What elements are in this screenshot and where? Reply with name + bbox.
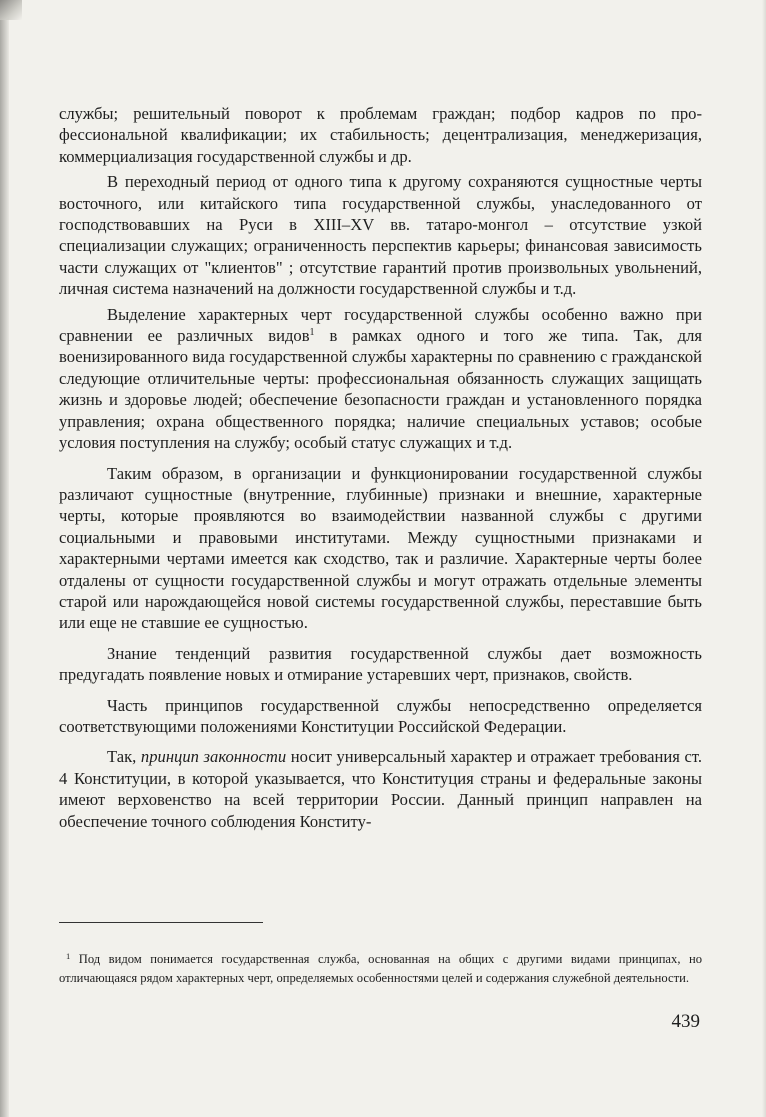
paragraph-transition-period: В переходный период от одного типа к другому сохраняются сущностные черты восточного, или китайского типа государственной службы, унаследованного от господствовавших на Руси в XIII–XV вв. татаро-монгол – отсутствие узкой специализации служащих; ограниченность перспектив карьеры; финансовая зависимость части служащих от "клиентов" ; отсутствие гарантий против произвольных увольнений, личная система назначений на должности государственной службы и т.д. [59, 172, 702, 299]
scan-shadow-left [0, 0, 9, 1117]
paragraph-development-trends: Знание тенденций развития государственной службы дает возможность предугадать появление новых и отмирание устаревших черт, признаков, свойств. [59, 643, 702, 685]
paragraph-continuation: службы; решительный поворот к проблемам граждан; подбор кадров по профессиональной квалификации; их стабильность; децентрализация, менеджеризация, коммерциализация государственной службы и др. [59, 104, 702, 166]
footnote-text: Под видом понимается государственная служба, основанная на общих с другими видами принципах, но отличающаяся рядом характерных черт, определяемых особенностями целей и содержания служебной деятельности. [59, 952, 702, 985]
paragraph-text-part: Выделение характерных черт государственной службы особенно важно при сравнении ее различных видов [59, 304, 702, 346]
footnote [59, 950, 702, 987]
paragraph-text-part: в рамках одного и того же типа. Так, для военизированного вида государственной службы характерны по сравнению с гражданской следующие отличительные черты: профессиональная обязанность служащих защищать жизнь и здоровье людей; обеспечение безопасности граждан и установленного порядка управления; охрана общественного порядка; наличие специальных уставов; особые условия поступления на службу; особый статус служащих и т.д. [59, 326, 703, 453]
paragraph-legality-principle [59, 746, 702, 832]
footnote-separator [59, 922, 263, 923]
paragraph-text-part: Так, [107, 747, 141, 767]
emphasized-term: принцип законности [140, 747, 287, 767]
footnote-number: 1 [66, 951, 71, 961]
footnote-reference[interactable]: 1 [309, 327, 315, 339]
paragraph-characteristic-features [59, 304, 702, 454]
scan-shadow-right [762, 0, 766, 1117]
page-body [59, 103, 702, 832]
scan-corner-shadow [0, 0, 22, 20]
paragraph-essential-signs: Таким образом, в организации и функционировании государственной службы различают сущностные (внутренние, глубинные) признаки и внешние, характерные черты, которые проявляются во взаимодействии названной службы с другими социальными и правовыми институтами. Между сущностными признаками и характерными чертами имеется как сходство, так и различие. Характерные черты более отдалены от сущности государственной службы и могут отражать отдельные элементы старой или нарождающейся новой системы государственной службы, переставшие быть или еще не ставшие ее сущностью. [59, 463, 702, 633]
paragraph-text-part: носит универсальный характер и отражает требования ст. 4 Конституции, в которой указывается, что Конституция страны и федеральные законы имеют верховенство на всей территории России. Данный принцип направлен на обеспечение точного соблюдения Конститу- [59, 747, 702, 831]
page-number: 439 [671, 1011, 700, 1032]
paragraph-constitution-principles: Часть принципов государственной службы непосредственно определяется соответствующими положениями Конституции Российской Федерации. [59, 695, 702, 736]
